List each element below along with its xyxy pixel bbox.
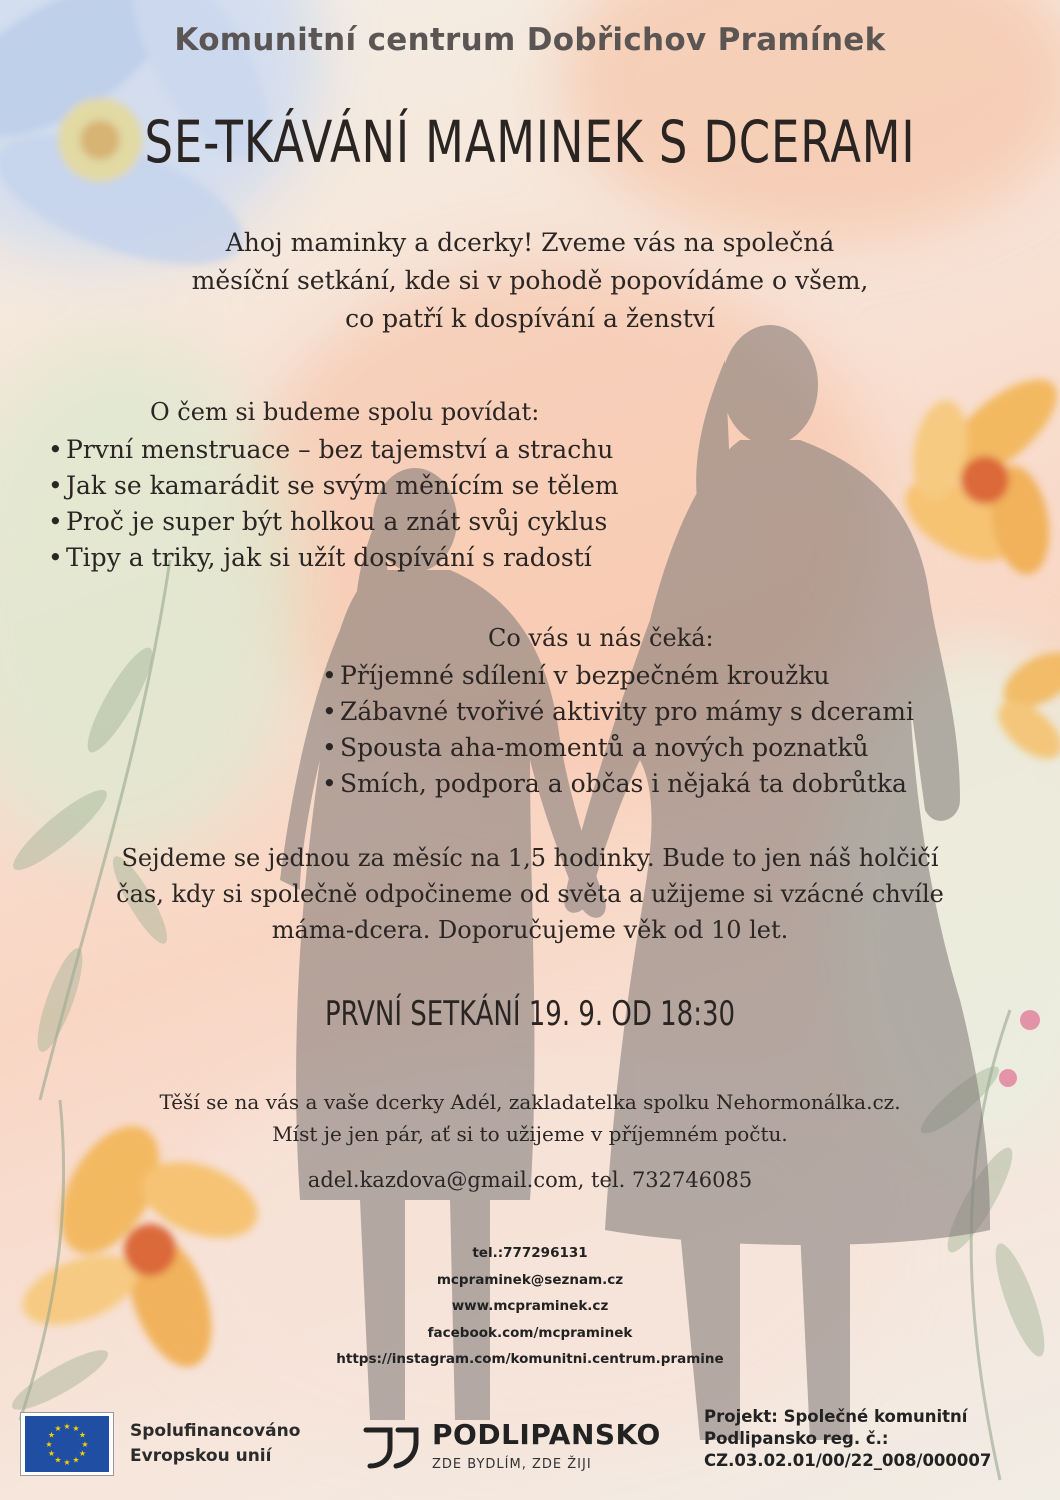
details-line: čas, kdy si společně odpočineme od světa a užijeme si vzácné chvíle: [116, 880, 944, 908]
svg-text:★: ★: [54, 1424, 62, 1433]
svg-text:★: ★: [45, 1440, 53, 1449]
list-item: • Tipy a triky, jak si užít dospívání s radostí: [48, 540, 619, 576]
eu-cofinancing-logo: [20, 1412, 300, 1476]
svg-text:★: ★: [78, 1449, 87, 1458]
organization-name: Komunitní centrum Dobřichov Pramínek: [174, 22, 886, 58]
contact-email[interactable]: mcpraminek@seznam.cz: [436, 1271, 624, 1288]
first-meeting-date: PRVNÍ SETKÁNÍ 19. 9. OD 18:30: [324, 994, 736, 1034]
invitation-note: [0, 1086, 1060, 1150]
offer-list: [322, 658, 914, 802]
project-line: Podlipansko reg. č.:: [704, 1429, 889, 1448]
topics-heading: O čem si budeme spolu povídat:: [150, 398, 540, 426]
project-info: [704, 1406, 991, 1472]
intro-line: měsíční setkání, kde si v pohodě popovídáme o všem,: [191, 266, 869, 295]
contact-web[interactable]: www.mcpraminek.cz: [451, 1298, 609, 1314]
eu-flag-icon: [20, 1412, 114, 1476]
contact-instagram[interactable]: https://instagram.com/komunitni.centrum.pramine: [336, 1351, 724, 1367]
svg-text:★: ★: [78, 1430, 87, 1440]
svg-text:★: ★: [72, 1424, 80, 1433]
podlipansko-slogan: ZDE BYDLÍM, ZDE ŽIJI: [432, 1457, 592, 1472]
contact-facebook[interactable]: facebook.com/mcpraminek: [427, 1324, 633, 1341]
contact-phone[interactable]: tel.:777296131: [472, 1245, 588, 1261]
podlipansko-name: PODLIPANSKO: [432, 1418, 661, 1451]
list-item: • První menstruace – bez tajemství a strachu: [48, 432, 619, 468]
intro-line: co patří k dospívání a ženství: [345, 304, 715, 333]
podlipansko-mark-icon: [360, 1422, 422, 1472]
eu-text-line: Spolufinancováno: [130, 1421, 301, 1441]
svg-text:★: ★: [47, 1449, 56, 1458]
svg-text:★: ★: [63, 1422, 71, 1431]
offer-heading: Co vás u nás čeká:: [488, 624, 714, 652]
svg-text:★: ★: [81, 1440, 89, 1449]
organizer-contact[interactable]: adel.kazdova@gmail.com, tel. 732746085: [307, 1168, 753, 1192]
center-contacts: [0, 1240, 1060, 1373]
list-item: • Spousta aha-momentů a nových poznatků: [322, 730, 914, 766]
details-line: máma-dcera. Doporučujeme věk od 10 let.: [271, 916, 789, 944]
list-item: • Zábavné tvořivé aktivity pro mámy s dcerami: [322, 694, 914, 730]
note-line: Těší se na vás a vaše dcerky Adél, zakladatelka spolku Nehormonálka.cz.: [159, 1090, 901, 1114]
list-item: • Smích, podpora a občas i nějaká ta dobrůtka: [322, 766, 914, 802]
svg-text:★: ★: [54, 1455, 62, 1465]
page-title: SE-TKÁVÁNÍ MAMINEK S DCERAMI: [144, 108, 916, 176]
intro-line: Ahoj maminky a dcerky! Zveme vás na společná: [225, 228, 835, 257]
svg-text:★: ★: [47, 1430, 56, 1440]
topics-list: [48, 432, 619, 576]
project-line: Projekt: Společné komunitní: [704, 1407, 968, 1426]
eu-text-line: Evropskou unií: [130, 1446, 272, 1466]
details-text: [0, 840, 1060, 948]
intro-text: [0, 224, 1060, 338]
project-line: CZ.03.02.01/00/22_008/000007: [704, 1451, 992, 1470]
podlipansko-logo: [360, 1418, 661, 1472]
eu-text: [130, 1419, 300, 1469]
list-item: • Proč je super být holkou a znát svůj cyklus: [48, 504, 619, 540]
svg-text:★: ★: [63, 1458, 71, 1467]
podlipansko-text: [432, 1418, 661, 1472]
details-line: Sejdeme se jednou za měsíc na 1,5 hodinky. Bude to jen náš holčičí: [121, 844, 939, 872]
list-item: • Příjemné sdílení v bezpečném kroužku: [322, 658, 914, 694]
svg-text:★: ★: [72, 1455, 80, 1465]
note-line: Míst je jen pár, ať si to užijeme v příjemném počtu.: [272, 1122, 788, 1146]
list-item: • Jak se kamarádit se svým měnícím se tělem: [48, 468, 619, 504]
